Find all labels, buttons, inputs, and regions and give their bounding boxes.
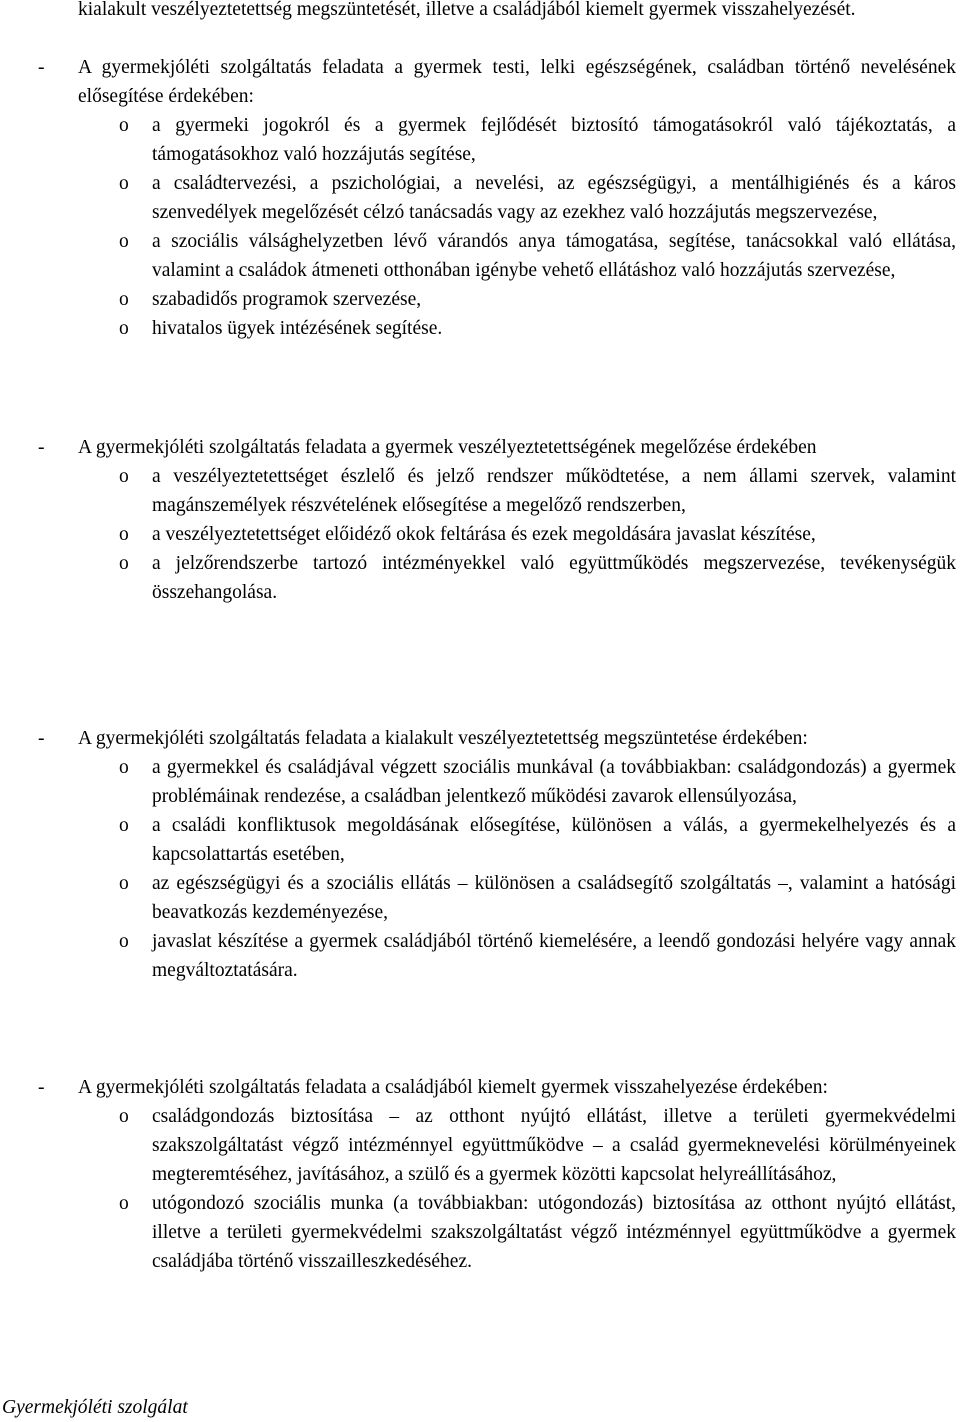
list-item <box>0 227 960 285</box>
dash-marker: - <box>38 728 45 749</box>
list-item <box>0 549 960 607</box>
continuation-paragraph: kialakult veszélyeztetettség megszüntetését, illetve a családjából kiemelt gyermek visszahelyezését. <box>78 0 856 20</box>
dash-marker: - <box>38 1077 45 1098</box>
footer-text: Gyermekjóléti szolgálat <box>2 1397 188 1418</box>
section-heading <box>0 53 960 111</box>
list-item <box>0 111 960 169</box>
list-item <box>0 811 960 869</box>
list-item <box>0 314 960 343</box>
list-item-text: a gyermeki jogokról és a gyermek fejlődését biztosító támogatásokról való tájékoztatás, a támogatásokhoz való hozzájutás segítése, <box>152 115 956 165</box>
bullet-marker: o <box>119 318 129 339</box>
list-item-text: javaslat készítése a gyermek családjából történő kiemelésére, a leendő gondozási helyére vagy annak megváltoztatására. <box>152 931 956 981</box>
list-item <box>0 927 960 985</box>
list-item <box>0 520 960 549</box>
bullet-marker: o <box>119 873 129 894</box>
bullet-marker: o <box>119 289 129 310</box>
list-item <box>0 462 960 520</box>
list-item-text: a veszélyeztetettséget észlelő és jelző rendszer működtetése, a nem állami szervek, valamint magánszemélyek részvételének elősegítése a megelőző rendszerben, <box>152 466 956 516</box>
section-4 <box>0 1073 960 1276</box>
section-heading-text: A gyermekjóléti szolgáltatás feladata a családjából kiemelt gyermek visszahelyezése érdekében: <box>78 1077 828 1098</box>
bullet-marker: o <box>119 115 129 136</box>
list-item <box>0 1189 960 1276</box>
section-heading-text: A gyermekjóléti szolgáltatás feladata a gyermek testi, lelki egészségének, családban történő nevelésének elősegítése érdekében: <box>78 57 956 107</box>
list-item-text: a gyermekkel és családjával végzett szociális munkával (a továbbiakban: családgondozás) a gyermek problémáinak rendezése, a családban jelentkező működési zavarok ellensúlyozása, <box>152 757 956 807</box>
list-item <box>0 753 960 811</box>
list-item <box>0 1102 960 1189</box>
section-heading-text: A gyermekjóléti szolgáltatás feladata a kialakult veszélyeztetettség megszüntetése érdekében: <box>78 728 808 749</box>
section-2 <box>0 433 960 607</box>
bullet-marker: o <box>119 466 129 487</box>
bullet-marker: o <box>119 815 129 836</box>
section-3 <box>0 724 960 985</box>
bullet-marker: o <box>119 757 129 778</box>
list-item-text: hivatalos ügyek intézésének segítése. <box>152 318 443 339</box>
section-heading <box>0 433 960 462</box>
section-1 <box>0 53 960 343</box>
list-item-text: a családtervezési, a pszichológiai, a nevelési, az egészségügyi, a mentálhigiénés és a káros szenvedélyek megelőzését célzó tanácsadás vagy az ezekhez való hozzájutás megszervezése, <box>152 173 956 223</box>
list-item-text: szabadidős programok szervezése, <box>152 289 422 310</box>
list-item-text: a családi konfliktusok megoldásának elősegítése, különösen a válás, a gyermekelhelyezés és a kapcsolattartás esetében, <box>152 815 956 865</box>
list-item <box>0 869 960 927</box>
dash-marker: - <box>38 57 45 78</box>
dash-marker: - <box>38 437 45 458</box>
list-item <box>0 285 960 314</box>
list-item-text: családgondozás biztosítása – az otthont nyújtó ellátást, illetve a területi gyermekvédelmi szakszolgáltatást végző intézménnyel együttműködve – a család gyermeknevelési körülményeinek megteremtéséhez, javításához, a szülő és a gyermek közötti kapcsolat helyreállításához, <box>152 1106 956 1185</box>
bullet-marker: o <box>119 231 129 252</box>
bullet-marker: o <box>119 1193 129 1214</box>
list-item-text: a szociális válsághelyzetben lévő várandós anya támogatása, segítése, tanácsokkal való ellátása, valamint a családok átmeneti otthonában igénybe vehető ellátáshoz való hozzájutás szervezése, <box>152 231 956 281</box>
list-item <box>0 169 960 227</box>
section-heading <box>0 724 960 753</box>
bullet-marker: o <box>119 931 129 952</box>
bullet-marker: o <box>119 524 129 545</box>
section-heading-text: A gyermekjóléti szolgáltatás feladata a gyermek veszélyeztetettségének megelőzése érdekében <box>78 437 817 458</box>
bullet-marker: o <box>119 553 129 574</box>
list-item-text: a veszélyeztetettséget előidéző okok feltárása és ezek megoldására javaslat készítése, <box>152 524 816 545</box>
list-item-text: az egészségügyi és a szociális ellátás – különösen a családsegítő szolgáltatás –, valamint a hatósági beavatkozás kezdeményezése, <box>152 873 956 923</box>
list-item-text: utógondozó szociális munka (a továbbiakban: utógondozás) biztosítása az otthont nyújtó ellátást, illetve a területi gyermekvédelmi szakszolgáltatást végző intézménnyel együttműködve a gyermek családjába történő visszailleszkedéséhez. <box>152 1193 956 1272</box>
bullet-marker: o <box>119 1106 129 1127</box>
list-item-text: a jelzőrendszerbe tartozó intézményekkel való együttműködés megszervezése, tevékenységük összehangolása. <box>152 553 956 603</box>
bullet-marker: o <box>119 173 129 194</box>
section-heading <box>0 1073 960 1102</box>
